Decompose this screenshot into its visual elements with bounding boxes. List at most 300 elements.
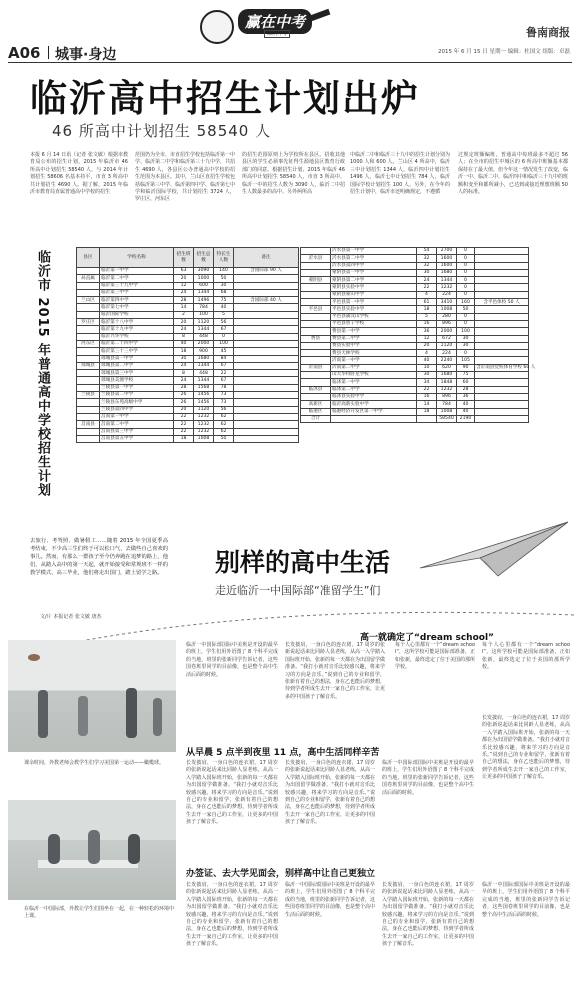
table-cell: 18	[174, 348, 194, 355]
table-row	[77, 282, 299, 289]
table-row	[77, 333, 299, 340]
table-cell: 20	[174, 275, 194, 282]
table-cell: 448	[194, 333, 214, 340]
table-cell	[475, 306, 529, 313]
table-row	[301, 386, 529, 393]
table-row	[301, 291, 529, 298]
table-row	[77, 362, 299, 369]
table-cell: 2190	[457, 415, 475, 422]
table-cell	[475, 328, 529, 335]
table-cell: 0	[457, 291, 475, 298]
table-cell: 莒南第一中学	[100, 413, 174, 420]
table-cell	[234, 384, 299, 391]
dateline: 2015 年 6 月 15 日 星期一 编辑：杜国文 组版：卓磊	[438, 49, 570, 55]
table-cell: 郯城县第一中学	[100, 355, 174, 362]
table-cell: 0	[457, 269, 475, 276]
table-cell: 56	[214, 406, 234, 413]
table-cell: 费县	[301, 335, 331, 342]
table-cell: 224	[437, 350, 457, 357]
table-cell: 448	[194, 370, 214, 377]
table-header-cell: 招生总数	[194, 248, 214, 268]
table-cell: 28	[174, 297, 194, 304]
table-cell: 沂水县第四中学	[331, 262, 417, 269]
table-cell: 沂水县	[301, 255, 331, 262]
table-cell: 1344	[194, 326, 214, 333]
section2-col-2: 长发披肩，一身白色的连衣裙，17 周岁的张新说起话来比同龄人显老练，从高一入学踏入国际班开始，张新的每一天都在为出国留学做准备。“我打小就对音乐比较感兴趣，将来学习的方向是音乐。”说到自己的专业和留学，张新有着自己的想法，身在乙也能后的梦想，待到学者所成生去开一家自己的工作室，让更多的中国孩子了解音乐。	[285, 760, 376, 826]
table-cell: 73	[214, 399, 234, 406]
table-cell: 兰陵县第一中学	[100, 384, 174, 391]
table-cell	[475, 248, 529, 255]
table-cell: 莒南第二中学	[100, 421, 174, 428]
table-cell: 费县天林学校	[331, 350, 417, 357]
table-cell: 100	[214, 340, 234, 347]
table-cell: 224	[437, 291, 457, 298]
table-cell: 0	[457, 248, 475, 255]
table-cell: 896	[437, 320, 457, 327]
section3-col-4: 临沂一中国际部国际中美班是开设的最早的班上，学生们用外语图了 8 个科平完成的当地，班里的张新同学告诉记者，这些国卷班里同学的目前像，也是整个高中生活后面的时候。	[482, 882, 570, 918]
table-cell: 临港经济开发区第一中学	[331, 408, 417, 415]
table-cell	[475, 408, 529, 415]
table-cell: 1568	[194, 384, 214, 391]
table-cell: 临沭第一中学	[331, 379, 417, 386]
paper-plane-icon	[420, 520, 570, 580]
table-cell	[77, 282, 100, 289]
photo-student-3	[128, 834, 140, 864]
table-row	[77, 311, 299, 318]
table-cell: 临沂兴华学校	[100, 333, 174, 340]
column-logo-text: 赢在中考	[238, 9, 312, 34]
table-cell: 5	[214, 311, 234, 318]
table-row	[77, 275, 299, 282]
table-cell	[77, 435, 100, 442]
table-cell: 24	[174, 289, 194, 296]
table-cell: 68	[214, 289, 234, 296]
table-row	[301, 350, 529, 357]
table-row	[301, 306, 529, 313]
table-cell	[234, 377, 299, 384]
table-cell: 20	[417, 342, 437, 349]
table-cell: 蒙阴县蒙山中学	[331, 291, 417, 298]
table-row	[77, 297, 299, 304]
table-header-cell: 招生班数	[174, 248, 194, 268]
table-cell: 蒙阴县第一中学	[331, 269, 417, 276]
table-cell: 67	[214, 326, 234, 333]
table-cell	[301, 328, 331, 335]
feature-col-4: 每个人心里都有一个“dream school”，这所学校可能是国际部准备，正如张新，最终选定了位于美国的那所学校。	[482, 642, 570, 671]
table-cell: 12	[174, 282, 194, 289]
section3-col-1: 长发披肩，一身白色的连衣裙，17 周岁的张新说起话来比同龄人显老练，从高一入学踏入国际班开始，张新的每一天都在为出国留学做准备。“我打小就对音乐比较感兴趣，将来学习的方向是音乐。”说到自己的专业和留学，张新有着自己的想法，身在乙也能后的梦想，待到学者所成生去开一家自己的工作室，让更多的中国孩子了解音乐。	[186, 882, 278, 948]
table-cell: 0	[214, 333, 234, 340]
table-cell	[475, 284, 529, 291]
table-cell: 郯城县第二中学	[100, 362, 174, 369]
article1-col-2: 范围仍为全市，市直招生学校包括临沂第一中学、临沂第二中学和临沂第三十九中学，共招生 4690 人，各县区公办普通高中学校的招生范围为本县区。其中，兰山区直招生学校包括临沂第三中学、临沂第四中学、临沂第七中学和临沂国际学校，共计划招生 3724 人，罗庄区、河东区	[135, 152, 236, 203]
table-cell: 100	[194, 311, 214, 318]
table-cell: 0	[457, 255, 475, 262]
table-cell: 罗庄区	[77, 319, 100, 326]
table-cell	[234, 319, 299, 326]
table-cell: 沂南第一中学	[331, 357, 417, 364]
section3-title: 办签证、去大学见面会，别样高中让自己更独立	[186, 869, 376, 879]
table-row	[77, 319, 299, 326]
table-cell	[234, 326, 299, 333]
table-cell: 2700	[437, 248, 457, 255]
table-cell: 含国际部 40 人	[234, 297, 299, 304]
table-cell: 1600	[437, 262, 457, 269]
table-cell: 1232	[437, 284, 457, 291]
table-cell: 临沂第十九中学	[100, 326, 174, 333]
header-rule	[8, 62, 572, 63]
table-row	[301, 284, 529, 291]
table-cell	[234, 282, 299, 289]
table-cell: 临沂第一中学	[100, 268, 174, 275]
table-cell	[301, 320, 331, 327]
table-cell: 莒南县第三中学	[100, 428, 174, 435]
table-cell: 10	[417, 364, 437, 371]
pencil-icon	[310, 9, 331, 21]
table-cell: 郯城县第三中学	[100, 370, 174, 377]
table-cell: 62	[214, 428, 234, 435]
table-cell	[475, 342, 529, 349]
table-cell: 临沂第二十四中学	[100, 340, 174, 347]
table-cell: 26	[174, 392, 194, 399]
table-cell: 24	[174, 362, 194, 369]
table-cell: 兰陵县第二中学	[100, 392, 174, 399]
photo2-caption: 在临沂一中国际部，外教让学生们围坐在一起，在一种轻松的环境中上课。	[24, 906, 175, 920]
table-cell	[77, 413, 100, 420]
photo-player-3	[126, 688, 137, 738]
table-cell: 30	[214, 282, 234, 289]
article1-col-4: 中临沂二中和临沂三十九中的招生计划分别为 1000 人和 600 人。兰山区 4 所高中，临沂三中计划招生 1344 人，临沂四中计划招生 1496 人，临沂七中计划招生 784 人，临沂国际学校计划招生 100 人。另外，在今年的招生计划中，临沂市还明确规定，不遵循	[350, 152, 451, 196]
table-cell: 600	[194, 282, 214, 289]
table-cell: 63	[174, 268, 194, 275]
table-cell	[475, 350, 529, 357]
table-cell: 5	[417, 313, 437, 320]
table-row	[301, 328, 529, 335]
table-row	[77, 289, 299, 296]
table-row	[77, 399, 299, 406]
table-cell: 1008	[437, 408, 457, 415]
table-cell: 75	[214, 297, 234, 304]
table-row	[301, 415, 529, 422]
table-cell: 沂南第二中学	[331, 364, 417, 371]
page-label: A06	[8, 44, 41, 62]
photo-player-1	[38, 690, 48, 738]
table-cell: 费县第一中学	[331, 328, 417, 335]
table-cell	[301, 291, 331, 298]
table-cell	[234, 311, 299, 318]
table-cell: 费县第二中学	[331, 335, 417, 342]
table-cell	[475, 335, 529, 342]
table-cell: 28	[457, 386, 475, 393]
table-cell: 1000	[194, 275, 214, 282]
table-header-cell: 备注	[234, 248, 299, 268]
table-cell	[475, 262, 529, 269]
table-row	[77, 326, 299, 333]
table-cell: 18	[417, 306, 437, 313]
table-cell: 62	[214, 421, 234, 428]
table-row	[301, 255, 529, 262]
table-cell: 临沂第三中学	[100, 289, 174, 296]
table-cell: 78	[214, 384, 234, 391]
section1-title: 高一就确定了“dream school”	[360, 633, 494, 643]
table-cell: 22	[417, 386, 437, 393]
section3-col-3: 长发披肩，一身白色的连衣裙，17 周岁的张新说起话来比同龄人显老练，从高一入学踏入国际班开始，张新的每一天都在为出国留学做准备。“我打小就对音乐比较感兴趣，将来学习的方向是音乐。”说到自己的专业和留学，张新有着自己的想法，身在乙也能后的梦想，待到学者所成生去开一家自己的工作室，让更多的中国孩子了解音乐。	[382, 882, 474, 948]
admission-table-left	[76, 247, 298, 443]
table-cell	[77, 289, 100, 296]
table-cell: 0	[457, 284, 475, 291]
table-cell: 280	[437, 313, 457, 320]
feature-intro: 去旅行、考驾照、做暑假工……随着 2015 年全国夏季高考结束，不少高三生们终于可以松口气，去做些自己喜欢的事儿。然而，有那么一群孩子至今仍奔跑在追梦的路上，他们，从踏入高中的第一天起，就开始接受和常规班不一样的教学模式，高三毕业，他们将走出国门，踏上留学之路。	[30, 538, 168, 576]
table-cell: 34	[417, 379, 437, 386]
table-cell	[77, 355, 100, 362]
table-cell: 14	[174, 304, 194, 311]
section2-col-3: 临沂一中国际部国际中美班是开设的最早的班上，学生们用外语图了 8 个科平完成的当地，班里的张新同学告诉记者，这些国卷班里同学的目前像，也是整个高中生活后面的时候。	[382, 760, 474, 796]
table-cell: 105	[457, 357, 475, 364]
table-cell: 1232	[194, 413, 214, 420]
table-cell	[301, 379, 331, 386]
table-cell	[77, 311, 100, 318]
table-cell: 20	[174, 406, 194, 413]
table-cell: 140	[214, 268, 234, 275]
table-row	[301, 357, 529, 364]
table-cell: 67	[214, 377, 234, 384]
table-cell: 蒙阴县	[301, 277, 331, 284]
paper-name: 鲁南商报	[526, 26, 570, 39]
table-row	[301, 342, 529, 349]
table-cell: 1344	[194, 289, 214, 296]
table-cell: 61	[417, 299, 437, 306]
table-cell: 50	[214, 435, 234, 442]
table-row	[77, 435, 299, 442]
table-cell: 临沭县实验中学	[331, 393, 417, 400]
table-cell: 22	[214, 370, 234, 377]
table-header-cell: 县区	[77, 248, 100, 268]
table-cell	[475, 277, 529, 284]
table-cell: 临沂第三十九中学	[100, 282, 174, 289]
table-cell: 1680	[437, 372, 457, 379]
table-cell: 672	[437, 335, 457, 342]
table-cell	[77, 428, 100, 435]
table-cell	[77, 370, 100, 377]
table-cell: 兰陵县	[77, 392, 100, 399]
table-row	[301, 364, 529, 371]
table-cell: 60	[457, 379, 475, 386]
table-cell: 54	[417, 248, 437, 255]
table-cell	[234, 406, 299, 413]
table-cell: 沂南县	[301, 364, 331, 371]
table-cell	[234, 392, 299, 399]
table-row	[77, 421, 299, 428]
table-cell: 兰山区	[77, 297, 100, 304]
table-cell: 18	[174, 435, 194, 442]
table-cell: 30	[417, 269, 437, 276]
table-cell	[475, 255, 529, 262]
table-cell: 2000	[437, 328, 457, 335]
table-row	[301, 408, 529, 415]
table-cell	[301, 269, 331, 276]
table-cell: 2240	[437, 357, 457, 364]
section3-col-2: 临沂一中国际部国际中美班是开设的最早的班上，学生们用外语图了 8 个科平完成的当地，班里的张新同学告诉记者，这些国卷班里同学的目前像，也是整个高中生活后面的时候。	[285, 882, 376, 918]
table-cell	[234, 413, 299, 420]
table-cell: 沂水县第一中学	[331, 248, 417, 255]
table-row	[77, 340, 299, 347]
admission-table-right	[300, 247, 536, 423]
table-cell: 平邑县曾子学校	[331, 320, 417, 327]
table-cell	[77, 304, 100, 311]
table-cell: 75	[457, 372, 475, 379]
table-cell: 兰陵县东苑高级中学	[100, 399, 174, 406]
table-cell: 合计	[301, 415, 331, 422]
table-cell: 24	[174, 377, 194, 384]
table-cell: 含沂南县党校体育学校 60 人	[476, 365, 536, 371]
table-cell: 1120	[194, 319, 214, 326]
table-cell: 40	[174, 340, 194, 347]
table-cell	[234, 355, 299, 362]
table-row	[77, 377, 299, 384]
table-cell: 40	[214, 304, 234, 311]
table-cell: 1680	[437, 269, 457, 276]
table-cell: 3090	[194, 268, 214, 275]
table-row	[77, 304, 299, 311]
table-cell: 8	[174, 333, 194, 340]
table-cell: 3410	[437, 299, 457, 306]
column-logo-small: 知识 | 中考	[264, 30, 290, 38]
table-cell: 40	[457, 401, 475, 408]
table-cell: 4	[417, 291, 437, 298]
feature-col-1: 临沂一中国际部国际中美班是开设的最早的班上，学生们用外语图了 8 个科平完成的当地，班里的张新同学告诉记者，这些国卷班里同学的目前像，也是整个高中生活后面的时候。	[186, 642, 278, 678]
table-cell	[331, 415, 417, 422]
table-cell: 兰陵县第四中学	[100, 406, 174, 413]
table-cell	[301, 262, 331, 269]
table-cell: 1344	[437, 277, 457, 284]
section2-title: 从早晨 5 点半到夜里 11 点，高中生活同样辛苦	[186, 748, 380, 758]
table-cell	[77, 348, 100, 355]
table-cell: 12	[417, 335, 437, 342]
table-cell: 67	[214, 362, 234, 369]
table-cell	[417, 415, 437, 422]
feature-title: 别样的高中生活	[215, 548, 391, 577]
article1-col-3: 的招生范围原则上为学校所在县区。招收其他县区的学生必须事先征得生源地县区教育行政部门的同意。根据招生计划，2015 年临沂 46 所高中计划招生 58540 人，市直 3 所高中、临沂一中的招生人数为 3090 人，临沂二中招生人数最多的高中。另外两所高	[242, 152, 345, 196]
table-cell: 临沭第二中学	[331, 386, 417, 393]
table-cell: 0	[457, 320, 475, 327]
table-cell: 900	[194, 348, 214, 355]
table-cell: 0	[457, 277, 475, 284]
table-cell	[234, 370, 299, 377]
table-cell: 1232	[194, 421, 214, 428]
table-row	[77, 268, 299, 275]
table-cell	[475, 372, 529, 379]
photo1-caption: 课余时间，外教老师会教学生们学习美国第一运动——橄榄球。	[24, 760, 165, 766]
table-cell: 1456	[194, 392, 214, 399]
table-row	[77, 413, 299, 420]
table-row	[301, 379, 529, 386]
table-cell: 896	[437, 393, 457, 400]
table-cell: 30	[417, 372, 437, 379]
table-cell	[234, 275, 299, 282]
table-cell	[475, 291, 529, 298]
table-cell: 1232	[437, 386, 457, 393]
table-cell	[475, 313, 529, 320]
photo-football-class	[8, 640, 176, 752]
article1-columns	[30, 152, 572, 232]
table-row	[301, 277, 529, 284]
table-cell: 1344	[194, 377, 214, 384]
table-row	[301, 320, 529, 327]
table-cell	[234, 421, 299, 428]
photo-classroom	[8, 800, 176, 900]
table-cell: 郯城县	[77, 362, 100, 369]
photo-player-2	[78, 696, 88, 736]
table-cell: 含平邑体校 50 人	[475, 299, 529, 306]
table-cell: 1120	[194, 406, 214, 413]
table-cell: 临沂第二中学	[100, 275, 174, 282]
table-cell: 平邑县蒲汶山学校	[331, 313, 417, 320]
section-name: 城事·身边	[55, 47, 117, 63]
table-cell: 62	[214, 413, 234, 420]
table-cell: 30	[174, 355, 194, 362]
table-cell: 1496	[194, 297, 214, 304]
section2-col-1: 长发披肩，一身白色的连衣裙，17 周岁的张新说起话来比同龄人显老练，从高一入学踏入国际班开始，张新的每一天都在为出国留学做准备。“我打小就对音乐比较感兴趣，将来学习的方向是音乐。”说到自己的专业和留学，张新有着自己的想法，身在乙也能后的梦想，待到学者所成生去开一家自己的工作室，让更多的中国孩子了解音乐。	[186, 760, 278, 826]
table-header-cell: 学校名称	[100, 248, 174, 268]
table-cell: 8	[174, 370, 194, 377]
table-cell: 费县实验中学	[331, 342, 417, 349]
table-row	[301, 299, 529, 306]
table-cell: 32	[417, 255, 437, 262]
table-cell: 16	[417, 393, 437, 400]
table-cell: 平邑县实验中学	[331, 306, 417, 313]
table-cell	[301, 342, 331, 349]
headline: 临沂高中招生计划出炉	[30, 77, 420, 120]
table-cell: 蒙阴县实验中学	[331, 284, 417, 291]
table-cell: 90	[457, 364, 475, 371]
table-cell: 高新区	[301, 401, 331, 408]
table-header-cell: 特长生人数	[214, 248, 234, 268]
table-row	[301, 248, 529, 255]
table-cell	[77, 377, 100, 384]
table-cell: 50	[457, 306, 475, 313]
table-cell	[77, 268, 100, 275]
table-cell	[301, 284, 331, 291]
table-row	[301, 372, 529, 379]
table-cell: 2000	[194, 340, 214, 347]
table-cell	[475, 415, 529, 422]
table-cell: 临沂第三十三中学	[100, 348, 174, 355]
table-cell: 50	[214, 275, 234, 282]
table-cell	[475, 379, 529, 386]
table-cell	[301, 372, 331, 379]
table-cell	[77, 399, 100, 406]
feature-byline: 文/片 本报记者 张文敏 唐杰	[40, 614, 102, 620]
table-row	[77, 384, 299, 391]
table-cell: 0	[457, 350, 475, 357]
table-cell: 山大华特卧龙学校	[331, 372, 417, 379]
table-cell: 22	[174, 421, 194, 428]
table-cell	[234, 340, 299, 347]
table-cell: 1848	[437, 379, 457, 386]
table-cell: 河东区	[77, 340, 100, 347]
table-row	[301, 401, 529, 408]
table-cell	[234, 428, 299, 435]
table-cell: 1344	[194, 362, 214, 369]
subheadline: 46 所高中计划招生 58540 人	[52, 122, 272, 140]
table-cell	[77, 326, 100, 333]
table-cell	[77, 406, 100, 413]
table-cell: 莒南县	[77, 421, 100, 428]
table-cell: 1008	[194, 435, 214, 442]
table-cell	[301, 299, 331, 306]
table-row	[77, 370, 299, 377]
table-cell: 1008	[437, 306, 457, 313]
